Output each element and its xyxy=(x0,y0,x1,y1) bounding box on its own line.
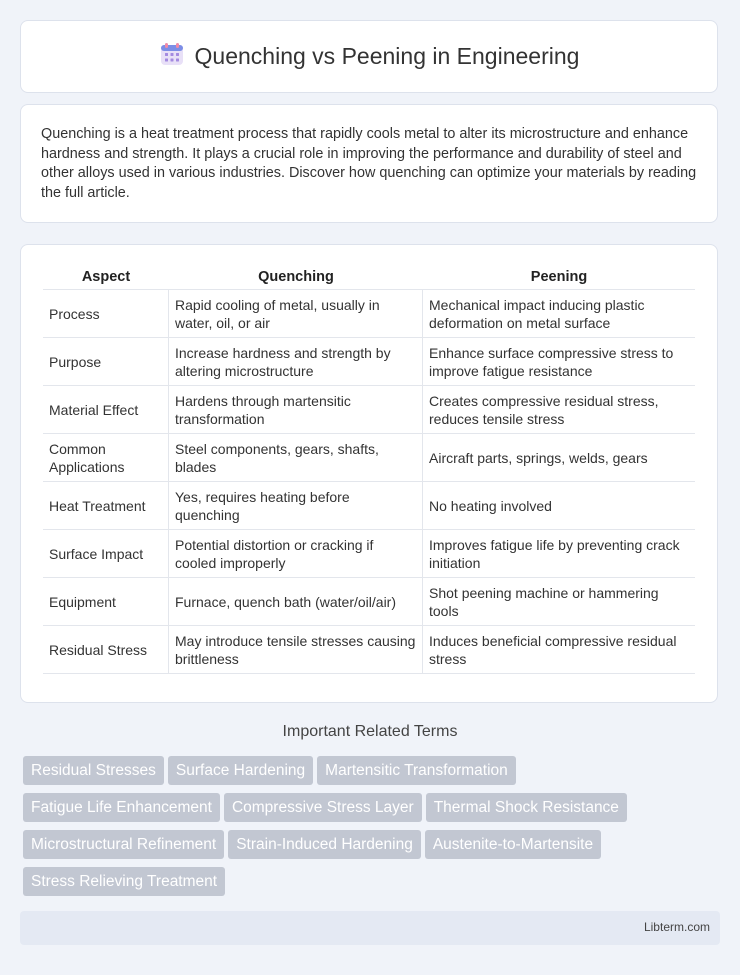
page-title: Quenching vs Peening in Engineering xyxy=(194,43,580,69)
table-cell: Enhance surface compressive stress to improve fatigue resistance xyxy=(423,337,695,385)
table-row xyxy=(43,577,695,625)
table-row xyxy=(43,481,695,529)
header-card xyxy=(20,20,718,93)
table-cell: Creates compressive residual stress, reduces tensile stress xyxy=(423,385,695,433)
related-term-tag[interactable]: Residual Stresses xyxy=(23,756,164,785)
table-cell: Aircraft parts, springs, welds, gears xyxy=(423,433,695,481)
related-term-tag[interactable]: Austenite-to-Martensite xyxy=(425,830,601,859)
table-cell: May introduce tensile stresses causing brittleness xyxy=(169,625,423,674)
table-cell: No heating involved xyxy=(423,481,695,529)
intro-text: Quenching is a heat treatment process that rapidly cools metal to alter its microstructure and enhance hardness and strength. It plays a crucial role in improving the performance and durability of steel and other alloys used in various industries. Discover how quenching can optimize your materials by reading the full article. xyxy=(41,126,697,201)
table-header-quenching: Quenching xyxy=(258,269,334,285)
table-cell: Hardens through martensitic transformation xyxy=(169,385,423,433)
related-term-tag[interactable]: Microstructural Refinement xyxy=(23,830,224,859)
footer xyxy=(20,911,720,945)
footer-site-link[interactable]: Libterm.com xyxy=(643,920,710,934)
table-cell: Purpose xyxy=(43,337,169,385)
calendar-grid-icon xyxy=(159,41,185,72)
related-term-tag[interactable]: Thermal Shock Resistance xyxy=(426,793,627,822)
table-cell: Improves fatigue life by preventing crack initiation xyxy=(423,529,695,577)
table-cell: Potential distortion or cracking if cooled improperly xyxy=(169,529,423,577)
table-cell: Mechanical impact inducing plastic deformation on metal surface xyxy=(423,289,695,337)
related-term-tag[interactable]: Martensitic Transformation xyxy=(317,756,516,785)
table-cell: Residual Stress xyxy=(43,625,169,674)
table-row xyxy=(43,625,695,674)
table-row xyxy=(43,529,695,577)
comparison-table xyxy=(43,265,695,674)
table-row xyxy=(43,385,695,433)
related-term-tag[interactable]: Surface Hardening xyxy=(168,756,313,785)
table-cell: Rapid cooling of metal, usually in water, oil, or air xyxy=(169,289,423,337)
table-cell: Furnace, quench bath (water/oil/air) xyxy=(169,577,423,625)
table-cell: Shot peening machine or hammering tools xyxy=(423,577,695,625)
related-terms-list xyxy=(23,756,703,904)
table-row xyxy=(43,433,695,481)
related-term-tag[interactable]: Strain-Induced Hardening xyxy=(228,830,421,859)
table-header-peening: Peening xyxy=(530,269,588,285)
table-cell: Process xyxy=(43,289,169,337)
table-row xyxy=(43,337,695,385)
related-term-tag[interactable]: Fatigue Life Enhancement xyxy=(23,793,220,822)
table-cell: Heat Treatment xyxy=(43,481,169,529)
related-term-tag[interactable]: Compressive Stress Layer xyxy=(224,793,422,822)
intro-card xyxy=(20,104,718,223)
table-cell: Induces beneficial compressive residual stress xyxy=(423,625,695,674)
comparison-table-card xyxy=(20,244,718,703)
table-cell: Increase hardness and strength by altering microstructure xyxy=(169,337,423,385)
related-term-tag[interactable]: Stress Relieving Treatment xyxy=(23,867,225,896)
table-row xyxy=(43,289,695,337)
table-cell: Common Applications xyxy=(43,433,169,481)
table-cell: Surface Impact xyxy=(43,529,169,577)
table-header-aspect: Aspect xyxy=(81,269,131,285)
table-cell: Steel components, gears, shafts, blades xyxy=(169,433,423,481)
table-cell: Equipment xyxy=(43,577,169,625)
table-cell: Material Effect xyxy=(43,385,169,433)
table-cell: Yes, requires heating before quenching xyxy=(169,481,423,529)
related-terms-title: Important Related Terms xyxy=(282,723,458,740)
